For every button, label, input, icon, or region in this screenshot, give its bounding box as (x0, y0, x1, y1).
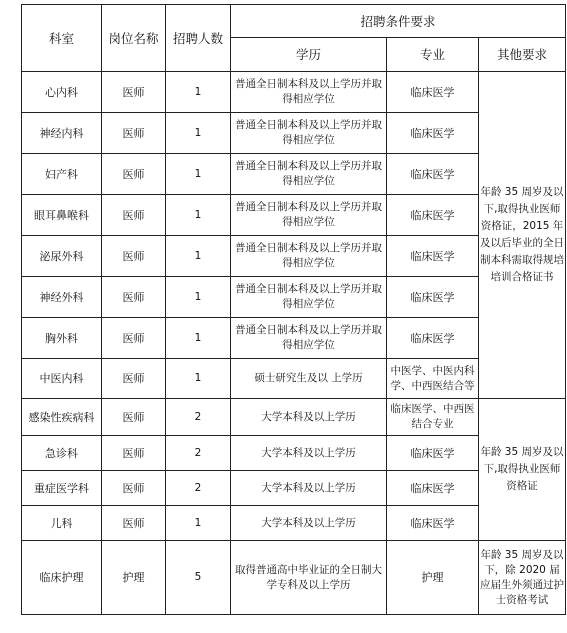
position-cell: 医师 (102, 195, 166, 236)
count-cell: 1 (166, 277, 231, 318)
department-cell: 急诊科 (22, 436, 102, 471)
major-cell: 中医学、中医内科学、中西医结合等 (387, 359, 479, 399)
position-cell: 医师 (102, 154, 166, 195)
education-cell: 普通全日制本科及以上学历并取得相应学位 (231, 72, 387, 113)
position-cell: 医师 (102, 506, 166, 541)
position-cell: 医师 (102, 359, 166, 399)
position-cell: 医师 (102, 471, 166, 506)
header-row-top (22, 5, 566, 38)
count-cell: 1 (166, 113, 231, 154)
major-cell: 临床医学 (387, 72, 479, 113)
department-cell: 儿科 (22, 506, 102, 541)
education-cell: 普通全日制本科及以上学历并取得相应学位 (231, 154, 387, 195)
major-cell: 临床医学 (387, 195, 479, 236)
position-cell: 医师 (102, 399, 166, 436)
count-cell: 1 (166, 195, 231, 236)
position-cell: 医师 (102, 436, 166, 471)
table-row (22, 399, 566, 436)
position-cell: 护理 (102, 541, 166, 615)
department-cell: 神经外科 (22, 277, 102, 318)
department-cell: 临床护理 (22, 541, 102, 615)
count-cell: 2 (166, 399, 231, 436)
position-cell: 医师 (102, 277, 166, 318)
major-cell: 临床医学 (387, 436, 479, 471)
major-cell: 临床医学 (387, 236, 479, 277)
education-cell: 大学本科及以上学历 (231, 399, 387, 436)
table-row (22, 541, 566, 615)
education-cell: 普通全日制本科及以上学历并取得相应学位 (231, 277, 387, 318)
education-cell: 普通全日制本科及以上学历并取得相应学位 (231, 113, 387, 154)
department-cell: 心内科 (22, 72, 102, 113)
count-cell: 5 (166, 541, 231, 615)
count-cell: 2 (166, 471, 231, 506)
education-cell: 普通全日制本科及以上学历并取得相应学位 (231, 236, 387, 277)
department-cell: 泌尿外科 (22, 236, 102, 277)
count-cell: 1 (166, 506, 231, 541)
education-cell: 大学本科及以上学历 (231, 506, 387, 541)
education-cell: 普通全日制本科及以上学历并取得相应学位 (231, 195, 387, 236)
header-department: 科室 (22, 5, 102, 72)
table-row (22, 72, 566, 113)
header-count: 招聘人数 (166, 5, 231, 72)
department-cell: 重症医学科 (22, 471, 102, 506)
position-cell: 医师 (102, 72, 166, 113)
position-cell: 医师 (102, 236, 166, 277)
department-cell: 感染性疾病科 (22, 399, 102, 436)
education-cell: 大学本科及以上学历 (231, 436, 387, 471)
header-education: 学历 (231, 38, 387, 72)
major-cell: 临床医学 (387, 277, 479, 318)
education-cell: 取得普通高中毕业证的全日制大学专科及以上学历 (231, 541, 387, 615)
count-cell: 2 (166, 436, 231, 471)
major-cell: 临床医学、中西医结合专业 (387, 399, 479, 436)
count-cell: 1 (166, 359, 231, 399)
count-cell: 1 (166, 318, 231, 359)
department-cell: 胸外科 (22, 318, 102, 359)
major-cell: 护理 (387, 541, 479, 615)
education-cell: 硕士研究生及以 上学历 (231, 359, 387, 399)
header-conditions: 招聘条件要求 (231, 5, 566, 38)
position-cell: 医师 (102, 318, 166, 359)
education-cell: 普通全日制本科及以上学历并取得相应学位 (231, 318, 387, 359)
major-cell: 临床医学 (387, 113, 479, 154)
department-cell: 眼耳鼻喉科 (22, 195, 102, 236)
major-cell: 临床医学 (387, 506, 479, 541)
major-cell: 临床医学 (387, 471, 479, 506)
recruitment-table (21, 4, 566, 615)
major-cell: 临床医学 (387, 318, 479, 359)
department-cell: 妇产科 (22, 154, 102, 195)
count-cell: 1 (166, 236, 231, 277)
other-requirements-group-2: 年龄 35 周岁及以下,取得执业医师资格证 (479, 399, 566, 541)
major-cell: 临床医学 (387, 154, 479, 195)
header-position: 岗位名称 (102, 5, 166, 72)
position-cell: 医师 (102, 113, 166, 154)
department-cell: 中医内科 (22, 359, 102, 399)
header-major: 专业 (387, 38, 479, 72)
header-other: 其他要求 (479, 38, 566, 72)
other-requirements-group-1: 年龄 35 周岁及以下,取得执业医师资格证，2015 年及以后毕业的全日制本科需取得规培培训合格证书 (479, 72, 566, 399)
count-cell: 1 (166, 154, 231, 195)
other-requirements-group-3: 年龄 35 周岁及以下，除 2020 届应届生外须通过护士资格考试 (479, 541, 566, 615)
education-cell: 大学本科及以上学历 (231, 471, 387, 506)
department-cell: 神经内科 (22, 113, 102, 154)
count-cell: 1 (166, 72, 231, 113)
